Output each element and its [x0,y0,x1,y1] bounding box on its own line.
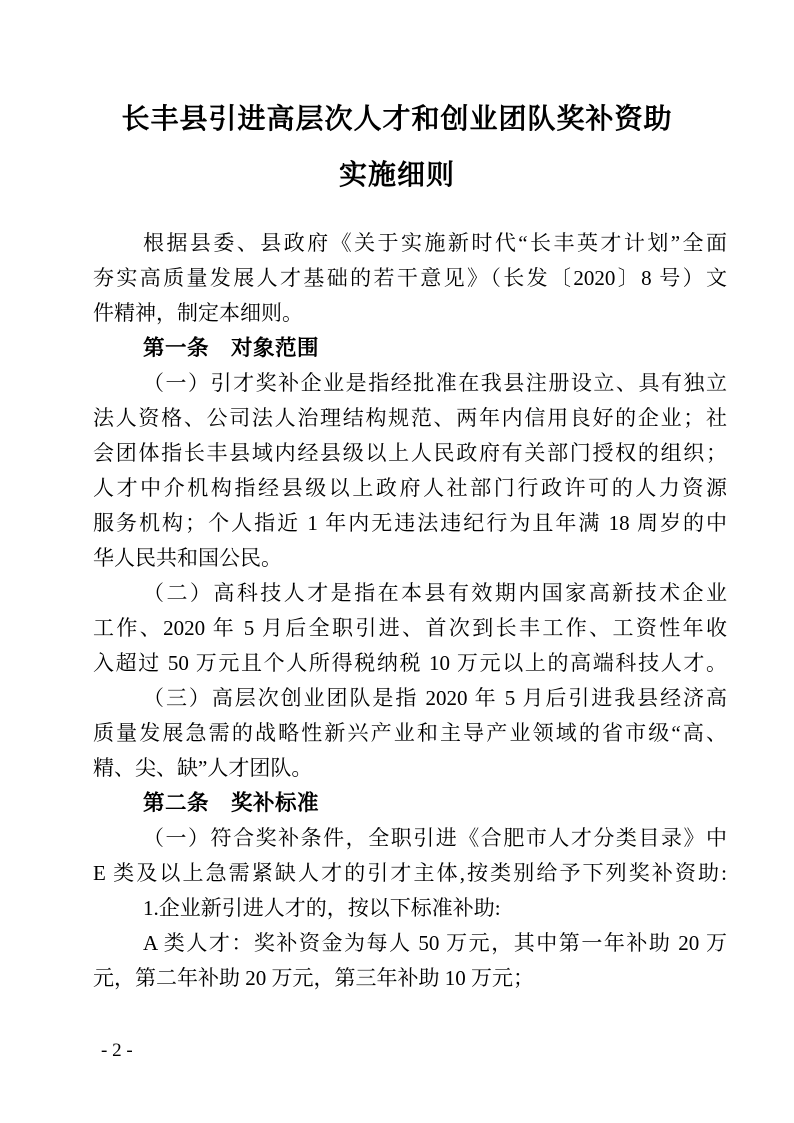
body-line: 华人民共和国公民。 [93,546,282,570]
body-line: （一）引才奖补企业是指经批准在我县注册设立、具有独立 [143,371,727,395]
body-line: 法人资格、公司法人治理结构规范、两年内信用良好的企业；社 [93,406,727,430]
document-title-line-2: 实施细则 [338,160,455,191]
body-line: 根据县委、县政府《关于实施新时代“长丰英才计划”全面 [143,231,727,255]
body-line: E 类及以上急需紧缺人才的引才主体,按类别给予下列奖补资助: [93,861,727,885]
body-line: 1.企业新引进人才的，按以下标准补助: [143,896,501,920]
body-line: 精、尖、缺”人才团队。 [93,756,313,780]
document-title [0,92,794,204]
body-line: 工作、2020 年 5 月后全职引进、首次到长丰工作、工资性年收 [93,616,727,640]
body-line: 服务机构；个人指近 1 年内无违法违纪行为且年满 18 周岁的中 [93,511,727,535]
body-line: 件精神，制定本细则。 [93,301,303,325]
body-line: （一）符合奖补条件，全职引进《合肥市人才分类目录》中 [143,826,727,850]
body-line: 会团体指长丰县域内经县级以上人民政府有关部门授权的组织； [93,441,727,465]
body-line: 夯实高质量发展人才基础的若干意见》（长发〔2020〕8 号）文 [93,266,727,290]
body-line: 入超过 50 万元且个人所得税纳税 10 万元以上的高端科技人才。 [93,651,727,675]
body-line: 人才中介机构指经县级以上政府人社部门行政许可的人力资源 [93,476,727,500]
body-line: A 类人才：奖补资金为每人 50 万元，其中第一年补助 20 万 [143,931,727,955]
body-line: （二）高科技人才是指在本县有效期内国家高新技术企业 [143,581,727,605]
body-line: 元，第二年补助 20 万元，第三年补助 10 万元； [93,966,534,990]
document-body [93,226,727,996]
document-title-line-1: 长丰县引进高层次人才和创业团队奖补资助 [121,104,673,135]
body-line: （三）高层次创业团队是指 2020 年 5 月后引进我县经济高 [143,686,727,710]
article-2-heading: 第二条 奖补标准 [143,791,320,815]
page-number: - 2 - [101,1040,133,1061]
article-1-heading: 第一条 对象范围 [143,336,320,360]
body-line: 质量发展急需的战略性新兴产业和主导产业领域的省市级“高、 [93,721,727,745]
